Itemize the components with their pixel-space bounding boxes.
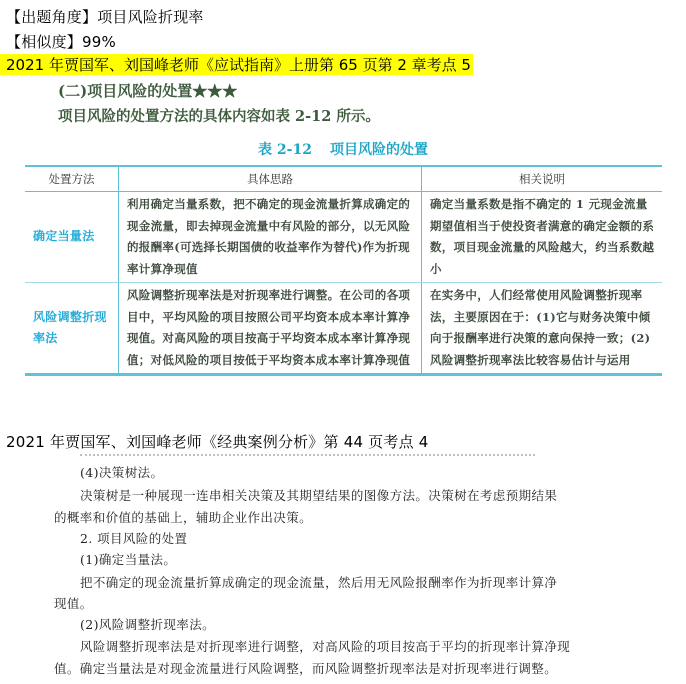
row-approach: 风险调整折现率法是对折现率进行调整。在公司的各项目中，平均风险的项目按照公司平均资本成本率计算净现值。对高风险的项目按高于平均资本成本率计算净现值；对低风险的项目按低于平均资本成本率计算净现值 [119, 283, 422, 375]
table-caption: 项目风险的处置 [329, 142, 428, 158]
paragraph-line: 的概率和价值的基础上，辅助企业作出决策。 [54, 510, 313, 525]
paragraph-line: 值。确定当量法是对现金流量进行风险调整，而风险调整折现率法是对折现率进行调整。 [54, 661, 558, 676]
row-method: 确定当量法 [25, 192, 119, 283]
paragraph-line: (2)风险调整折现率法。 [80, 617, 216, 632]
paragraph-line: 把不确定的现金流量折算成确定的现金流量，然后用无风险报酬率作为折现率计算净 [80, 575, 558, 590]
exam-angle-line [6, 6, 204, 27]
table-header-row [25, 166, 662, 192]
exam-angle-value: 项目风险折现率 [97, 8, 204, 26]
paragraph-line: (4)决策树法。 [80, 465, 164, 480]
header-method: 处置方法 [25, 166, 119, 192]
exam-angle-label: 【出题角度】 [6, 8, 98, 26]
header-note: 相关说明 [422, 166, 663, 192]
source2-citation: 2021 年贾国军、刘国峰老师《经典案例分析》第 44 页考点 4 [6, 433, 429, 451]
table-number: 表 2-12 [258, 142, 312, 158]
table-title [0, 139, 686, 159]
table-row [25, 192, 662, 283]
similarity-label: 【相似度】 [6, 33, 83, 51]
row-note: 确定当量系数是指不确定的 1 元现金流量期望值相当于使投资者满意的确定金额的系数，项目现金流量的风险越大，约当系数越小 [422, 192, 663, 283]
risk-handling-table [25, 165, 662, 376]
paragraph-line: 2. 项目风险的处置 [80, 531, 188, 546]
section-intro: 项目风险的处置方法的具体内容如表 2-12 所示。 [58, 108, 380, 125]
table-row [25, 283, 662, 375]
row-method: 风险调整折现率法 [25, 283, 119, 375]
source1-citation: 2021 年贾国军、刘国峰老师《应试指南》上册第 65 页第 2 章考点 5 [0, 54, 473, 75]
row-approach: 利用确定当量系数，把不确定的现金流量折算成确定的现金流量，即去掉现金流量中有风险的部分，以无风险的报酬率(可选择长期国债的收益率作为替代)作为折现率计算净现值 [119, 192, 422, 283]
section-heading: (二)项目风险的处置★★★ [58, 82, 238, 100]
paragraph-line: 风险调整折现率法是对折现率进行调整，对高风险的项目按高于平均的折现率计算净现 [80, 639, 571, 654]
similarity-value: 99% [82, 33, 116, 51]
header-approach: 具体思路 [119, 166, 422, 192]
row-note: 在实务中，人们经常使用风险调整折现率法，主要原因在于：(1)它与财务决策中倾向于报酬率进行决策的意向保持一致；(2)风险调整折现率法比较容易估计与运用 [422, 283, 663, 375]
paragraph-line: 现值。 [54, 596, 93, 611]
cropped-text-fragment [80, 454, 535, 461]
paragraph-line: (1)确定当量法。 [80, 552, 177, 567]
paragraph-line: 决策树是一种展现一连串相关决策及其期望结果的图像方法。决策树在考虑预期结果 [80, 488, 558, 503]
similarity-line [6, 31, 116, 52]
